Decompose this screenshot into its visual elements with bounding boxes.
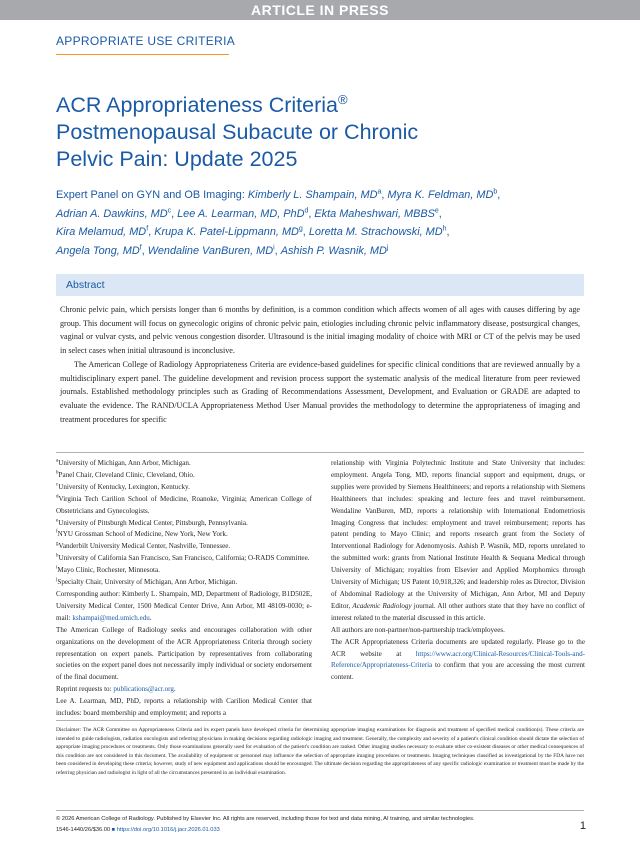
author-name: Kira Melamud, MD	[56, 226, 147, 238]
author-name: Loretta M. Strachowski, MD	[308, 226, 443, 238]
section-rule	[56, 54, 229, 55]
author-sup: d	[304, 206, 309, 214]
author-sup: a	[377, 188, 382, 196]
author-sup: j	[386, 243, 389, 251]
author-name: Myra K. Feldman, MD	[387, 189, 494, 201]
author-sup: h	[442, 225, 447, 233]
affiliation-d: $^d$Virginia Tech Carilion School of Medicine, Roanoke, Virginia; American College of Obstetricians and Gynecologists.	[56, 494, 312, 515]
author-name: Ashish P. Wasnik, MD	[280, 244, 387, 257]
abstract-rule	[56, 452, 584, 453]
update-note: The ACR Appropriateness Criteria documents are updated regularly. Please go to the ACR website at https://www.acr.org/Clinical-Resources/Clinical-Tools-and-Reference/Appropriateness-Criteria to confirm that you are accessing the most current content.	[331, 637, 585, 682]
author-name: Angela Tong, MD	[56, 244, 140, 257]
article-in-press-banner: ARTICLE IN PRESS	[0, 0, 640, 20]
disclaimer: Disclaimer: The ACR Committee on Appropriateness Criteria and its expert panels have developed criteria for determining appropriate imaging examinations for diagnosis and treatment of specified medical condition(s). These criteria are intended to guide radiologists, radiation oncologists and referring physicians in making decisions regarding radiologic imaging and treatment. Generally, the complexity and severity of a patient's clinical condition should dictate the selection of appropriate imaging procedures or treatments. Only those examinations generally used for evaluation of the patient's condition are ranked. Other imaging studies necessary to evaluate other co-existent diseases or other medical consequences of this condition are not considered in this document. The availability of equipment or personnel may influence the selection of appropriate imaging procedures or treatments. Imaging techniques classified as investigational by the FDA have not been considered in developing these criteria; however, study of new equipment and applications should be encouraged. The ultimate decision regarding the appropriateness of any specific radiologic examination or treatment must be made by the referring physician and radiologist in light of all the circumstances presented in an individual examination.	[56, 727, 584, 776]
affiliation-c: $^c$University of Kentucky, Lexington, Kentucky.	[56, 482, 190, 491]
author-name: Adrian A. Dawkins, MD	[56, 207, 168, 220]
corresponding-email-link[interactable]: kshampai@med.umich.edu	[72, 613, 150, 622]
acr-criteria-link[interactable]: https://www.acr.org/Clinical-Resources/Clinical-Tools-and-Reference/Appropriateness-Criteria	[331, 649, 585, 670]
author-sup: g	[298, 225, 303, 233]
author-line-2: Adrian A. Dawkins, $MD^c$, Lee A. Learman, MD, PhD$^d$, Ekta Maheshwari, MBBS$^e$,	[56, 206, 442, 220]
page-number: 1	[579, 820, 586, 832]
affiliation-e: $^e$University of Pittsburgh Medical Center, Pittsburgh, Pennsylvania.	[56, 518, 248, 527]
reprint-email-link[interactable]: publications@acr.org	[113, 685, 174, 694]
affiliation-h: $^h$University of California San Francisco, San Francisco, California; O-RADS Committee.	[56, 553, 310, 563]
author-sup: b	[493, 188, 498, 196]
author-line-4: Angela Tong, $MD^f$, Wendaline VanBuren, $MD^i$, Ashish P. Wasnik, $MD^j$	[56, 243, 389, 257]
author-sup: f	[146, 225, 149, 233]
affiliation-j: $^j$Specialty Chair, University of Michigan, Ann Arbor, Michigan.	[56, 577, 238, 587]
title-line-2: Postmenopausal Subacute or Chronic	[56, 120, 419, 145]
abstract-paragraph-2: The American College of Radiology Appropriateness Criteria are evidence-based guidelines for specific clinical conditions that are reviewed annually by a multidisciplinary expert panel. The guideline development and revision process support the systematic analysis of the medical literature from peer reviewed journals. Established methodology principles such as Grading of Recommendations Assessment, Development, and Evaluation or GRADE are adapted to evaluate the evidence. The RAND/UCLA Appropriateness Method User Manual provides the methodology to determine the appropriateness of imaging and treatment procedures for specific	[60, 359, 580, 424]
affiliation-b: $^b$Panel Chair, Cleveland Clinic, Cleveland, Ohio.	[56, 470, 195, 479]
page-footer	[56, 814, 556, 836]
affiliation-f: $^f$NYU Grossman School of Medicine, New York, New York.	[56, 530, 228, 539]
disclosure-continued: relationship with Virginia Polytechnic Institute and State University that includes: employment. Angela Tong, MD, reports financial support and equipment, drugs, or supplies were provided by Siemens Healthineers; and reports a relationship with Siemens Healthineers that includes: speaking and lecture fees and travel reimbursement. Wendaline VanBuren, MD, reports a relationship with International Endometriosis Imaging Congress that includes: employment and travel reimbursement; reports has patent pending to Mayo Clinic; and reports research grant from the Society of Interventional Radiology for Adenomyosis. Ashish P. Wasnik, MD, reports unrelated to the submitted work: grants from National Institute Health & Sequana Medical through University of Michigan; royalties from Elsevier and Applied Morphomics through University of Michigan; US Patent 10,918,326; and leadership roles as Director, Division of Abdominal Radiology at the University of Michigan, Ann Arbor, MI and Deputy Editor, Academic Radiology journal. All other authors state that they have no conflict of interest related to the material discussed in this article.	[331, 459, 585, 622]
article-title	[56, 86, 576, 173]
footnotes-right-column	[331, 458, 585, 684]
copyright-line: © 2026 American College of Radiology. Published by Elsevier Inc. All rights are reserved, including those for text and data mining, AI training, and similar technologies.	[56, 816, 475, 822]
abstract-paragraph-1: Chronic pelvic pain, which persists longer than 6 months by definition, is a common condition which affects women of all ages with causes differing by age group. This document will focus on gynecologic origins of chronic pelvic pain, etiologies including chronic pelvic inflammatory disease, postsurgical changes, vaginal or vulvar cysts, and pelvic venous congestion disorder. Ultrasound is the initial imaging modality of choice with MRI or CT of the pelvis may be used in select cases when initial ultrasound is inconclusive.	[60, 305, 580, 356]
affiliation-a: $^a$University of Michigan, Ann Arbor, Michigan.	[56, 458, 191, 467]
journal-name: Academic Radiology	[352, 601, 412, 610]
author-sup: f	[139, 243, 142, 251]
author-sup: i	[273, 243, 275, 251]
author-sup: c	[167, 206, 172, 214]
author-name: Kimberly L. Shampain, MD	[247, 189, 378, 201]
author-name: Ekta Maheshwari, MBBS	[314, 207, 435, 220]
doi-link[interactable]: https://doi.org/10.1016/j.jacr.2026.01.033	[116, 827, 220, 833]
affiliation-i: $^i$Mayo Clinic, Rochester, Minnesota.	[56, 565, 160, 575]
author-line-1: Expert Panel on GYN and OB Imaging: Kimberly L. Shampain, $MD^a$, Myra K. Feldman, $MD^b$,	[56, 188, 501, 201]
author-line-3: Kira Melamud, $MD^f$, Krupa K. Patel-Lippmann, $MD^g$, Loretta M. Strachowski, $MD^h$,	[56, 225, 450, 238]
disclaimer-rule	[56, 720, 584, 721]
title-line-1: ACR Appropriateness Criteria®	[56, 92, 348, 118]
abstract-body	[60, 303, 580, 426]
corresponding-author: Corresponding author: Kimberly L. Shampain, MD, Department of Radiology, B1D502E, University Medical Center, 1500 Medical Center Drive, Ann Arbor, MI 48109-0030; e-mail: kshampai@med.umich.edu.	[56, 589, 312, 622]
author-name: Wendaline VanBuren, MD	[147, 244, 274, 257]
author-list	[56, 186, 596, 260]
author-name: Krupa K. Patel-Lippmann, MD	[154, 226, 299, 238]
footnotes-left-column	[56, 458, 312, 720]
reprint-requests: Reprint requests to: publications@acr.org.	[56, 685, 176, 694]
abstract-heading: Abstract	[56, 274, 584, 296]
affiliation-g: $^g$Vanderbilt University Medical Center, Nashville, Tennessee.	[56, 541, 231, 551]
title-line-3: Pelvic Pain: Update 2025	[56, 147, 298, 172]
section-label: APPROPRIATE USE CRITERIA	[56, 34, 236, 48]
author-name: Lee A. Learman, MD, PhD	[177, 207, 305, 220]
issn-doi-line: 1546-1440/26/$36.00 ■ https://doi.org/10.1016/j.jacr.2026.01.033	[56, 827, 220, 833]
author-lead: Expert Panel on GYN and OB Imaging:	[56, 189, 248, 201]
author-sup: e	[434, 206, 439, 214]
registered-mark: ®	[338, 92, 348, 107]
footer-rule	[56, 810, 584, 811]
non-partner-statement: All authors are non-partner/non-partnership track/employees.	[331, 625, 505, 634]
acr-collaboration-statement: The American College of Radiology seeks and encourages collaboration with other organizations on the development of the ACR Appropriateness Criteria through society representation on expert panels. Participation by representatives from collaborating societies on the expert panel does not necessarily imply individual or society endorsement of the final document.	[56, 625, 312, 682]
disclosure-start: Lee A. Learman, MD, PhD, reports a relationship with Carilion Medical Center that includes: board membership and employment; and reports a	[56, 697, 312, 718]
